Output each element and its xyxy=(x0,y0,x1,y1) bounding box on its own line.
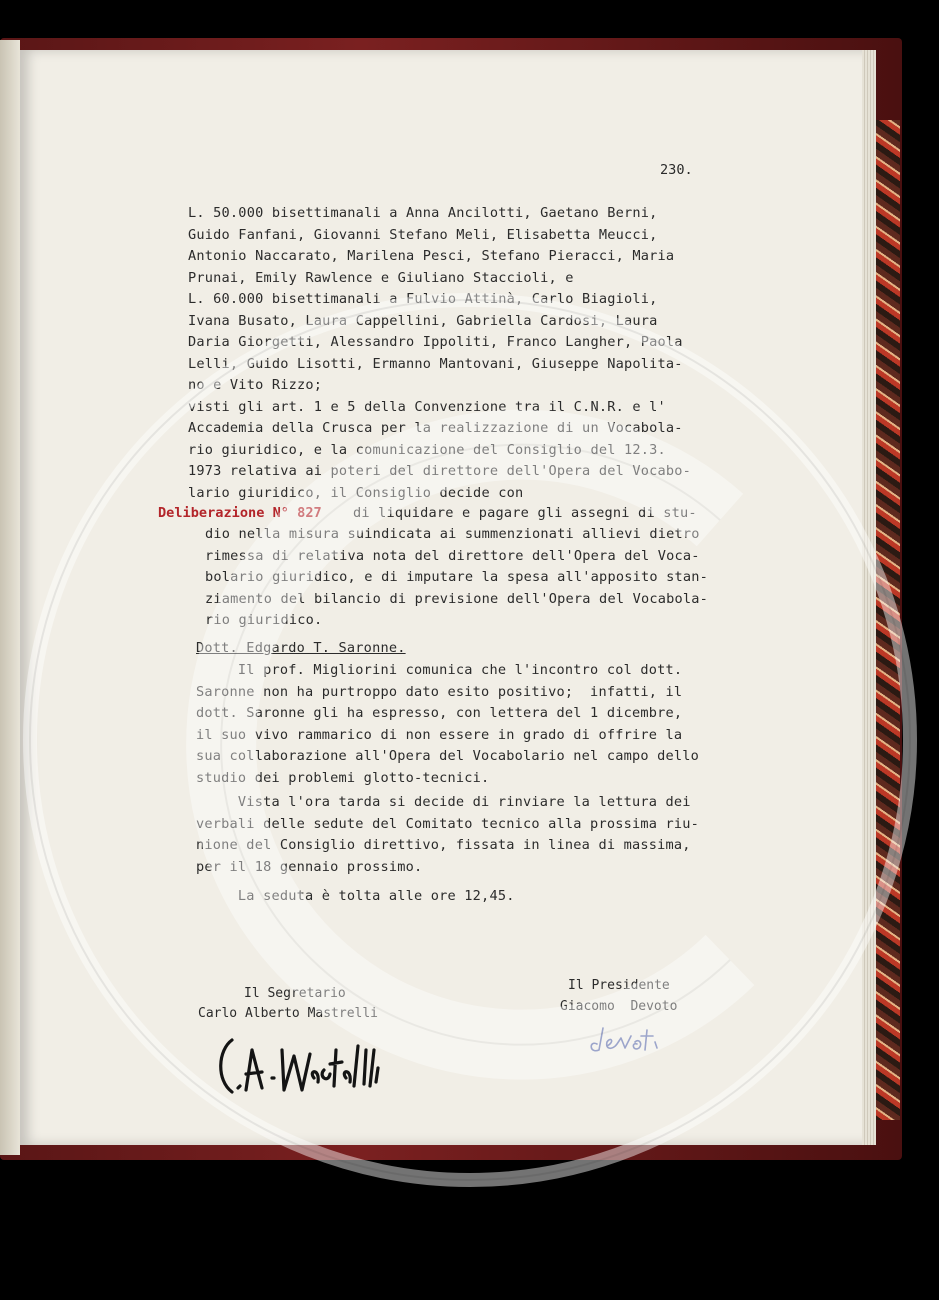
secretary-title: Il Segretario xyxy=(244,986,346,1001)
left-page-edge xyxy=(0,40,20,1155)
president-signature xyxy=(585,1020,685,1060)
closing-line: La seduta è tolta alle ore 12,45. xyxy=(196,888,515,904)
president-title: Il Presidente xyxy=(568,978,670,993)
text-line: Prunai, Emily Rawlence e Giuliano Staccioli, e xyxy=(188,269,574,286)
deliberation-stamp: Deliberazione N° 827 xyxy=(158,505,322,521)
text-line: Guido Fanfani, Giovanni Stefano Meli, Elisabetta Meucci, xyxy=(188,226,658,243)
text-line: rio giuridico, e la comunicazione del Consiglio del 12.3. xyxy=(188,441,666,458)
text-line: rimessa di relativa nota del direttore dell'Opera del Voca- xyxy=(205,547,700,564)
text-line: per il 18 gennaio prossimo. xyxy=(196,858,423,875)
page-number: 230. xyxy=(660,162,693,178)
section-heading: Dott. Edgardo T. Saronne. xyxy=(196,640,406,656)
text-line: dio nella misura suindicata ai summenzionati allievi dietro xyxy=(205,526,700,542)
text-line: Vista l'ora tarda si decide di rinviare la lettura dei xyxy=(196,794,691,810)
text-line: il suo vivo rammarico di non essere in grado di offrire la xyxy=(196,726,683,743)
text-line: visti gli art. 1 e 5 della Convenzione tra il C.N.R. e l' xyxy=(188,398,666,415)
text-line: dott. Saronne gli ha espresso, con lettera del 1 dicembre, xyxy=(196,705,683,721)
text-line: bolario giuridico, e di imputare la spesa all'apposito stan- xyxy=(205,569,709,585)
marbled-endpaper xyxy=(872,120,900,1120)
text-line: Il prof. Migliorini comunica che l'incontro col dott. xyxy=(196,662,683,678)
page-stack-edge xyxy=(862,50,876,1145)
text-line: di liquidare e pagare gli assegni di stu- xyxy=(353,505,697,521)
text-line: Saronne non ha purtroppo dato esito positivo; infatti, il xyxy=(196,683,683,700)
text-line: L. 60.000 bisettimanali a Fulvio Attinà, Carlo Biagioli, xyxy=(188,291,658,307)
text-line: sua collaborazione all'Opera del Vocabolario nel campo dello xyxy=(196,748,700,764)
text-line: studio dei problemi glotto-tecnici. xyxy=(196,769,490,786)
text-line: Accademia della Crusca per la realizzazione di un Vocabola- xyxy=(188,420,683,436)
secretary-signature xyxy=(210,1020,410,1100)
text-line: Antonio Naccarato, Marilena Pesci, Stefano Pieracci, Maria xyxy=(188,248,675,264)
text-line: lario giuridico, il Consiglio decide con xyxy=(188,484,524,501)
secretary-name: Carlo Alberto Mastrelli xyxy=(198,1006,379,1021)
text-line: nione del Consiglio direttivo, fissata in linea di massima, xyxy=(196,837,691,853)
president-name: Giacomo Devoto xyxy=(560,999,678,1014)
text-line: 1973 relativa ai poteri del direttore dell'Opera del Vocabo- xyxy=(188,463,692,479)
text-line: no e Vito Rizzo; xyxy=(188,377,323,393)
text-line: ziamento del bilancio di previsione dell'Opera del Vocabola- xyxy=(205,590,709,607)
text-line: Lelli, Guido Lisotti, Ermanno Mantovani, Giuseppe Napolita- xyxy=(188,355,683,372)
text-line: Daria Giorgetti, Alessandro Ippoliti, Franco Langher, Paola xyxy=(188,334,683,350)
text-line: verbali delle sedute del Comitato tecnico alla prossima riu- xyxy=(196,815,700,832)
text-line: Ivana Busato, Laura Cappellini, Gabriella Cardosi, Laura xyxy=(188,312,658,329)
text-line: rio giuridico. xyxy=(205,612,323,628)
text-line: L. 50.000 bisettimanali a Anna Ancilotti, Gaetano Berni, xyxy=(188,205,658,221)
